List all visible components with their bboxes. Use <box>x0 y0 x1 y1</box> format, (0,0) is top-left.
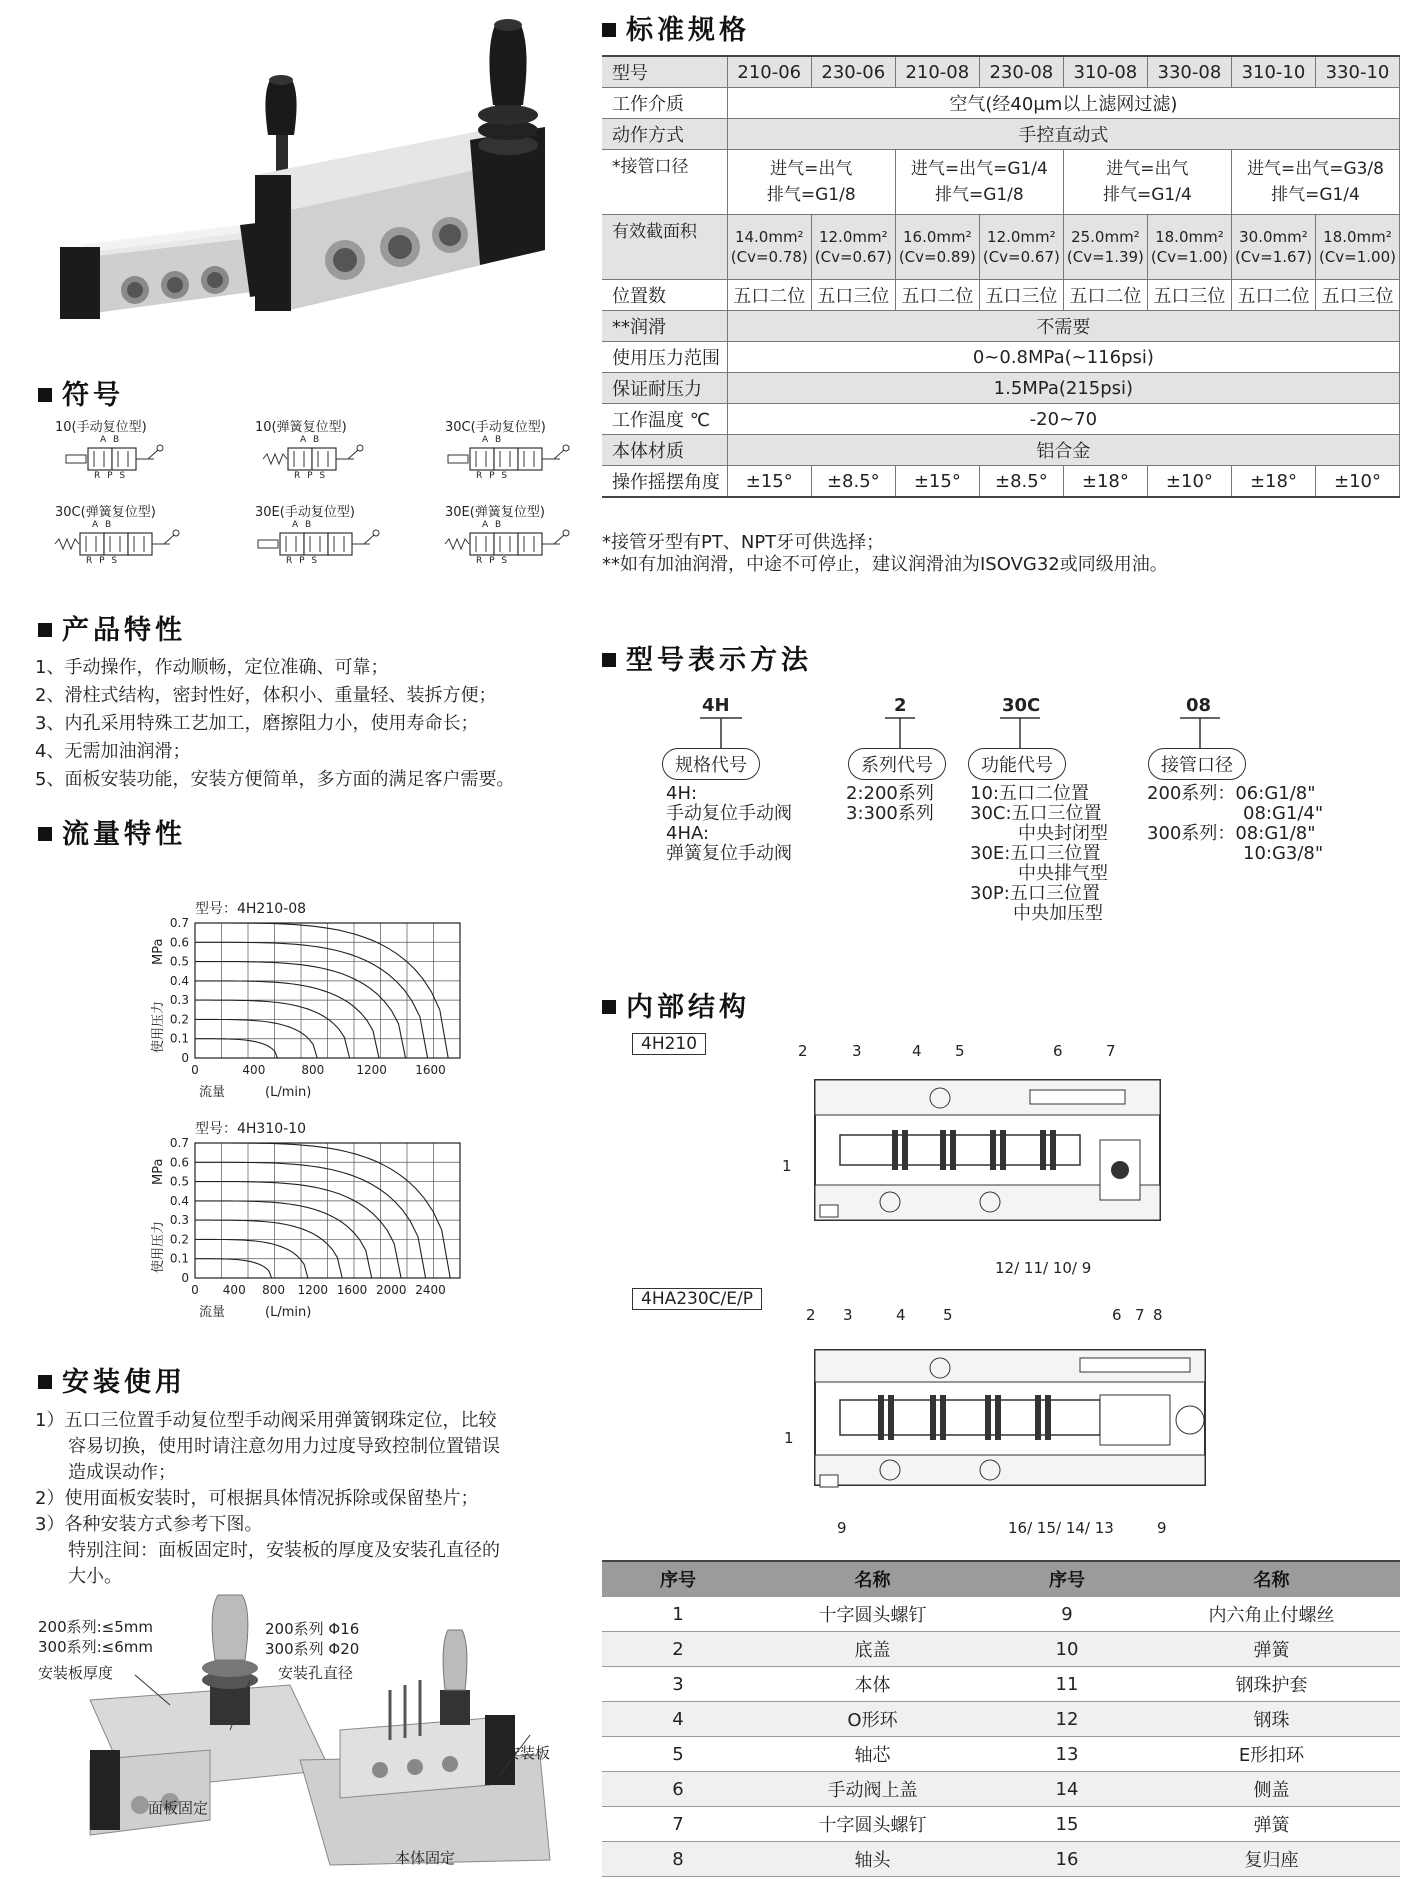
model-cell: 230-08 <box>979 56 1063 88</box>
hole-300: 300系列 Φ20 <box>265 1640 360 1658</box>
spec-table <box>602 55 1400 498</box>
code-desc: 3:300系列 <box>846 803 934 824</box>
hole-200: 200系列 Φ16 <box>265 1620 360 1638</box>
flow-curve <box>195 1039 277 1058</box>
y-tick-label: 0.1 <box>169 1031 189 1046</box>
angle-cell: ±15° <box>895 466 979 498</box>
code-desc: 200系列：06:G1/8" <box>1147 783 1316 804</box>
spec-label: 本体材质 <box>602 435 727 466</box>
flow-chart-4h210 <box>130 895 490 1100</box>
x-tick-label: 2000 <box>376 1283 407 1297</box>
spec-value: 铝合金 <box>727 435 1399 466</box>
code-2: 2 <box>894 695 907 716</box>
table-cell: 7 <box>602 1807 754 1842</box>
callout-number: 6 <box>1053 1042 1063 1060</box>
parts-header: 序号 <box>991 1561 1143 1597</box>
area-cell: 18.0mm² (Cv=1.00) <box>1315 215 1399 280</box>
spec-row-area <box>602 215 1400 280</box>
x-tick-label: 1200 <box>297 1283 329 1297</box>
label-spec-code: 规格代号 <box>662 748 760 780</box>
spec-row-temp <box>602 404 1400 435</box>
port-cell: 进气=出气 排气=G1/4 <box>1063 150 1231 215</box>
y-axis-label: 使用压力 <box>151 1000 166 1053</box>
table-cell: 复归座 <box>1143 1842 1400 1877</box>
spec-value: 1.5MPa(215psi) <box>727 373 1399 404</box>
spec-value: 空气(经40μm以上滤网过滤) <box>727 88 1399 119</box>
table-cell: 6 <box>602 1772 754 1807</box>
x-tick-label: 1600 <box>336 1283 368 1297</box>
table-row <box>602 1597 1400 1632</box>
spec-label: 工作介质 <box>602 88 727 119</box>
port-cell: 进气=出气 排气=G1/8 <box>727 150 895 215</box>
y-tick-label: 0.4 <box>169 1193 189 1208</box>
position-cell: 五口二位 <box>1231 280 1315 311</box>
symbol-port-bottom: R P S <box>94 471 128 481</box>
spec-row-lube <box>602 311 1400 342</box>
symbol-port-top: A B <box>100 435 122 445</box>
thickness-300: 300系列:≤6mm <box>38 1638 154 1656</box>
table-cell: 14 <box>991 1772 1143 1807</box>
table-cell: 8 <box>602 1842 754 1877</box>
spec-label: 动作方式 <box>602 119 727 150</box>
symbol-port-bottom: R P S <box>294 471 328 481</box>
code-desc: 10:五口二位置 <box>970 783 1089 804</box>
callout-number: 4 <box>896 1306 906 1324</box>
specs-heading: 标准规格 <box>602 8 750 47</box>
symbol-port-bottom: R P S <box>476 556 510 566</box>
spec-row-medium <box>602 88 1400 119</box>
y-axis-unit: MPa <box>151 938 166 965</box>
area-cell: 16.0mm² (Cv=0.89) <box>895 215 979 280</box>
internal-diagram-4h210 <box>780 1030 1180 1280</box>
table-cell: 12 <box>991 1702 1143 1737</box>
position-cell: 五口三位 <box>811 280 895 311</box>
chart-title: 型号：4H210-08 <box>195 901 307 917</box>
y-tick-label: 0.3 <box>169 1213 189 1228</box>
angle-cell: ±15° <box>727 466 811 498</box>
y-tick-label: 0.2 <box>169 1012 189 1027</box>
feature-item: 5、面板安装功能，安装方便简单，多方面的满足客户需要。 <box>35 769 515 790</box>
x-tick-label: 800 <box>301 1063 325 1077</box>
internal-heading: 内部结构 <box>602 985 750 1024</box>
hole-label: 安装孔直径 <box>278 1664 354 1682</box>
feature-item: 3、内孔采用特殊工艺加工，磨擦阻力小，使用寿命长； <box>35 713 479 734</box>
y-tick-label: 0 <box>181 1271 189 1285</box>
table-row <box>602 1632 1400 1667</box>
internal-label-4ha230: 4HA230C/E/P <box>632 1288 762 1310</box>
table-cell: 4 <box>602 1702 754 1737</box>
y-tick-label: 0.6 <box>169 935 189 950</box>
code-desc: 弹簧复位手动阀 <box>666 843 792 864</box>
y-tick-label: 0.1 <box>169 1251 189 1266</box>
symbol-port-top: A B <box>292 520 314 530</box>
callout-number: 5 <box>955 1042 965 1060</box>
product-photo <box>40 15 570 355</box>
spec-note-1: *接管牙型有PT、NPT牙可供选择； <box>602 532 885 553</box>
model-cell: 330-08 <box>1147 56 1231 88</box>
install-item: 容易切换，使用时请注意勿用力过度导致控制位置错误 <box>68 1436 500 1457</box>
chart-title: 型号：4H310-10 <box>195 1121 307 1137</box>
flow-chart-4h310 <box>130 1115 490 1320</box>
table-cell: 内六角止付螺丝 <box>1143 1597 1400 1632</box>
label-series-code: 系列代号 <box>848 748 946 780</box>
table-cell: 底盖 <box>754 1632 991 1667</box>
parts-table <box>602 1560 1400 1877</box>
x-tick-label: 0 <box>191 1063 199 1077</box>
y-tick-label: 0.7 <box>169 1136 189 1150</box>
symbol-label: 30C(手动复位型) <box>445 420 546 435</box>
code-desc: 4HA: <box>666 823 710 844</box>
table-cell: 5 <box>602 1737 754 1772</box>
table-cell: 1 <box>602 1597 754 1632</box>
table-cell: 9 <box>991 1597 1143 1632</box>
symbol-port-top: A B <box>482 520 504 530</box>
install-item: 1）五口三位置手动复位型手动阀采用弹簧钢珠定位，比较 <box>35 1410 497 1431</box>
symbol-label: 10(弹簧复位型) <box>255 420 347 435</box>
area-cell: 14.0mm² (Cv=0.78) <box>727 215 811 280</box>
port-cell: 进气=出气=G3/8 排气=G1/4 <box>1231 150 1399 215</box>
spec-value: 手控直动式 <box>727 119 1399 150</box>
table-cell: 十字圆头螺钉 <box>754 1807 991 1842</box>
callout-number: 12/ 11/ 10/ 9 <box>995 1259 1092 1277</box>
code-desc: 30E:五口三位置 <box>970 843 1101 864</box>
install-item: 特别注间：面板固定时，安装板的厚度及安装孔直径的 <box>68 1540 500 1561</box>
table-cell: 15 <box>991 1807 1143 1842</box>
symbol-port-bottom: R P S <box>286 556 320 566</box>
table-cell: 弹簧 <box>1143 1632 1400 1667</box>
angle-cell: ±10° <box>1315 466 1399 498</box>
model-code-heading: 型号表示方法 <box>602 638 812 677</box>
callout-number: 3 <box>843 1306 853 1324</box>
feature-item: 1、手动操作，作动顺畅，定位准确、可靠； <box>35 657 389 678</box>
callout-number: 1 <box>784 1429 794 1447</box>
y-tick-label: 0.5 <box>169 954 189 969</box>
spec-row-pressure <box>602 342 1400 373</box>
callout-number: 8 <box>1153 1306 1163 1324</box>
x-tick-label: 2400 <box>415 1283 446 1297</box>
table-cell: 3 <box>602 1667 754 1702</box>
code-desc: 08:G1/4" <box>1243 803 1324 824</box>
symbol-label: 30E(弹簧复位型) <box>445 505 545 520</box>
code-desc: 中央封闭型 <box>1018 823 1108 844</box>
code-desc: 4H: <box>666 783 698 804</box>
y-tick-label: 0.6 <box>169 1155 189 1170</box>
table-cell: 侧盖 <box>1143 1772 1400 1807</box>
spec-value: 0~0.8MPa(~116psi) <box>727 342 1399 373</box>
model-cell: 310-08 <box>1063 56 1147 88</box>
table-cell: 弹簧 <box>1143 1807 1400 1842</box>
callout-number: 9 <box>837 1519 847 1537</box>
spec-label: *接管口径 <box>602 150 727 215</box>
spec-label: **润滑 <box>602 311 727 342</box>
flow-curve <box>195 962 406 1058</box>
position-cell: 五口二位 <box>895 280 979 311</box>
area-cell: 12.0mm² (Cv=0.67) <box>811 215 895 280</box>
position-cell: 五口三位 <box>1315 280 1399 311</box>
y-tick-label: 0.2 <box>169 1232 189 1247</box>
spec-row-material <box>602 435 1400 466</box>
table-row <box>602 1737 1400 1772</box>
table-cell: 本体 <box>754 1667 991 1702</box>
symbols-heading: 符号 <box>38 373 124 412</box>
x-tick-label: 400 <box>222 1283 246 1297</box>
label-port-code: 接管口径 <box>1148 748 1246 780</box>
callout-number: 1 <box>782 1157 792 1175</box>
table-cell: 十字圆头螺钉 <box>754 1597 991 1632</box>
x-axis-unit: (L/min) <box>265 1305 312 1320</box>
table-cell: 手动阀上盖 <box>754 1772 991 1807</box>
spec-row-angle <box>602 466 1400 498</box>
parts-header: 名称 <box>754 1561 991 1597</box>
y-tick-label: 0.3 <box>169 993 189 1008</box>
spec-label: 保证耐压力 <box>602 373 727 404</box>
position-cell: 五口三位 <box>979 280 1063 311</box>
position-cell: 五口二位 <box>1063 280 1147 311</box>
table-row <box>602 1807 1400 1842</box>
symbol-port-top: A B <box>300 435 322 445</box>
thickness-label: 安装板厚度 <box>38 1664 114 1682</box>
callout-number: 9 <box>1157 1519 1167 1537</box>
parts-header: 序号 <box>602 1561 754 1597</box>
flow-heading: 流量特性 <box>38 812 186 851</box>
y-tick-label: 0.4 <box>169 973 189 988</box>
spec-label: 型号 <box>602 56 727 88</box>
position-cell: 五口二位 <box>727 280 811 311</box>
spec-label: 工作温度 ℃ <box>602 404 727 435</box>
angle-cell: ±10° <box>1147 466 1231 498</box>
x-axis-unit: (L/min) <box>265 1085 312 1100</box>
x-axis-label: 流量 <box>199 1085 226 1100</box>
symbol-label: 10(手动复位型) <box>55 420 147 435</box>
position-cell: 五口三位 <box>1147 280 1231 311</box>
callout-number: 16/ 15/ 14/ 13 <box>1008 1519 1114 1537</box>
y-tick-label: 0.5 <box>169 1174 189 1189</box>
area-cell: 12.0mm² (Cv=0.67) <box>979 215 1063 280</box>
callout-number: 4 <box>912 1042 922 1060</box>
angle-cell: ±18° <box>1231 466 1315 498</box>
table-cell: 11 <box>991 1667 1143 1702</box>
x-tick-label: 800 <box>262 1283 285 1297</box>
callout-number: 5 <box>943 1306 953 1324</box>
y-axis-label: 使用压力 <box>151 1220 166 1273</box>
table-cell: 轴芯 <box>754 1737 991 1772</box>
model-cell: 330-10 <box>1315 56 1399 88</box>
code-08: 08 <box>1186 695 1212 716</box>
symbol-label: 30E(手动复位型) <box>255 505 355 520</box>
symbol-port-bottom: R P S <box>86 556 120 566</box>
model-cell: 210-08 <box>895 56 979 88</box>
spec-value: -20~70 <box>727 404 1399 435</box>
area-cell: 25.0mm² (Cv=1.39) <box>1063 215 1147 280</box>
spec-label: 操作摇摆角度 <box>602 466 727 498</box>
install-item: 造成误动作； <box>68 1462 176 1483</box>
spec-note-2: **如有加油润滑，中途不可停止，建议润滑油为ISOVG32或同级用油。 <box>602 554 1168 575</box>
port-cell: 进气=出气=G1/4 排气=G1/8 <box>895 150 1063 215</box>
callout-number: 6 <box>1112 1306 1122 1324</box>
table-row <box>602 1667 1400 1702</box>
spec-label: 使用压力范围 <box>602 342 727 373</box>
table-cell: O形环 <box>754 1702 991 1737</box>
code-desc: 10:G3/8" <box>1243 843 1324 864</box>
spec-label: 有效截面积 <box>602 215 727 280</box>
x-tick-label: 1200 <box>356 1063 387 1077</box>
symbol-port-top: A B <box>92 520 114 530</box>
callout-number: 3 <box>852 1042 862 1060</box>
table-cell: 2 <box>602 1632 754 1667</box>
symbol-label: 30C(弹簧复位型) <box>55 505 156 520</box>
x-tick-label: 400 <box>242 1063 266 1077</box>
body-caption: 本体固定 <box>395 1849 456 1867</box>
internal-label-4h210: 4H210 <box>632 1033 706 1055</box>
flow-curve <box>195 1259 272 1278</box>
spec-value: 不需要 <box>727 311 1399 342</box>
y-tick-label: 0.7 <box>169 916 189 930</box>
symbol-port-bottom: R P S <box>476 471 510 481</box>
table-cell: 16 <box>991 1842 1143 1877</box>
flow-curve <box>195 1182 401 1278</box>
callout-number: 2 <box>798 1042 808 1060</box>
area-cell: 30.0mm² (Cv=1.67) <box>1231 215 1315 280</box>
panel-caption: 面板固定 <box>148 1799 209 1817</box>
code-30c: 30C <box>1002 695 1041 716</box>
label-function-code: 功能代号 <box>968 748 1066 780</box>
model-cell: 210-06 <box>727 56 811 88</box>
model-cell: 230-06 <box>811 56 895 88</box>
code-desc: 30P:五口三位置 <box>970 883 1100 904</box>
install-heading: 安装使用 <box>38 1360 186 1399</box>
install-item: 大小。 <box>68 1566 122 1587</box>
angle-cell: ±8.5° <box>811 466 895 498</box>
spec-row-positions <box>602 280 1400 311</box>
table-row <box>602 1702 1400 1737</box>
feature-item: 4、无需加油润滑； <box>35 741 191 762</box>
model-cell: 310-10 <box>1231 56 1315 88</box>
angle-cell: ±18° <box>1063 466 1147 498</box>
code-4h: 4H <box>702 695 730 716</box>
y-tick-label: 0 <box>181 1051 189 1065</box>
table-cell: E形扣环 <box>1143 1737 1400 1772</box>
plate-label: 安装板 <box>505 1744 551 1762</box>
code-desc: 中央排气型 <box>1018 863 1108 884</box>
x-tick-label: 0 <box>191 1283 199 1297</box>
table-cell: 钢珠护套 <box>1143 1667 1400 1702</box>
x-tick-label: 1600 <box>415 1063 446 1077</box>
y-axis-unit: MPa <box>151 1158 166 1185</box>
symbol-port-top: A B <box>482 435 504 445</box>
spec-row-action <box>602 119 1400 150</box>
callout-number: 2 <box>806 1306 816 1324</box>
spec-row-proof <box>602 373 1400 404</box>
flow-curve <box>195 1143 450 1278</box>
callout-number: 7 <box>1106 1042 1116 1060</box>
x-axis-label: 流量 <box>199 1305 226 1320</box>
callout-number: 7 <box>1135 1306 1145 1324</box>
spec-row-model <box>602 56 1400 88</box>
table-row <box>602 1772 1400 1807</box>
table-row <box>602 1842 1400 1877</box>
install-item: 2）使用面板安装时，可根据具体情况拆除或保留垫片； <box>35 1488 479 1509</box>
code-desc: 中央加压型 <box>1013 903 1103 924</box>
flow-curve <box>195 1220 342 1278</box>
parts-header: 名称 <box>1143 1561 1400 1597</box>
code-desc: 2:200系列 <box>846 783 934 804</box>
feature-item: 2、滑柱式结构，密封性好，体积小、重量轻、装拆方便； <box>35 685 497 706</box>
table-cell: 钢珠 <box>1143 1702 1400 1737</box>
parts-header-row <box>602 1561 1400 1597</box>
spec-row-port <box>602 150 1400 215</box>
install-item: 3）各种安装方式参考下图。 <box>35 1514 263 1535</box>
code-desc: 30C:五口三位置 <box>970 803 1102 824</box>
angle-cell: ±8.5° <box>979 466 1063 498</box>
table-cell: 13 <box>991 1737 1143 1772</box>
code-desc: 300系列：08:G1/8" <box>1147 823 1316 844</box>
table-cell: 轴头 <box>754 1842 991 1877</box>
code-desc: 手动复位手动阀 <box>666 803 792 824</box>
table-cell: 10 <box>991 1632 1143 1667</box>
spec-label: 位置数 <box>602 280 727 311</box>
features-heading: 产品特性 <box>38 608 186 647</box>
thickness-200: 200系列:≤5mm <box>38 1618 154 1636</box>
area-cell: 18.0mm² (Cv=1.00) <box>1147 215 1231 280</box>
